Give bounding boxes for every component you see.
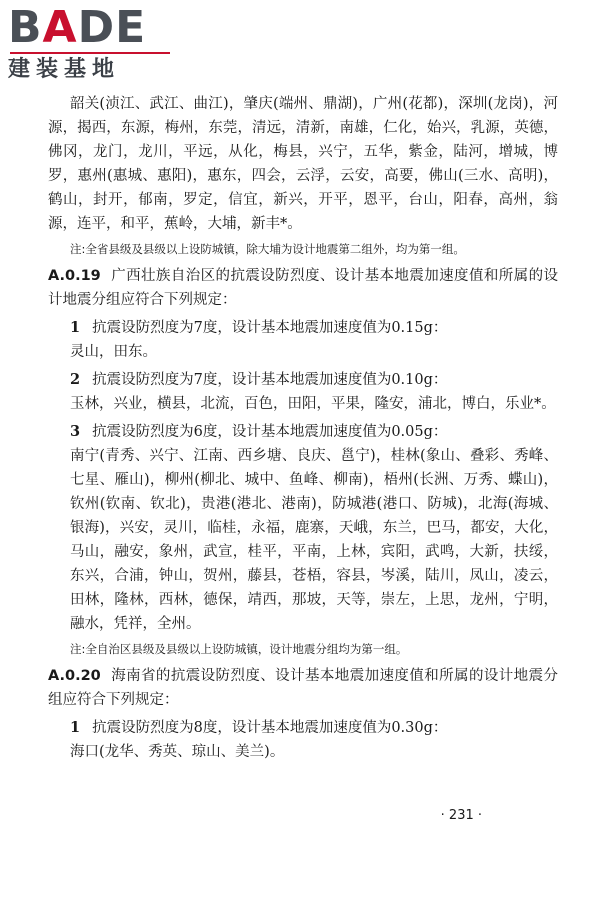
- item-1-list: 灵山，田东。: [70, 344, 157, 360]
- logo-subtitle: 建装基地: [8, 57, 121, 82]
- guangdong-note: 注:全省县级及县级以上设防城镇，除大埔为设计地震第二组外，均为第一组。: [70, 242, 465, 256]
- clause-text: 海南省的抗震设防烈度、设计基本地震加速度值和所属的设计地震分组应符合下列规定：: [48, 668, 558, 708]
- clause-a019-heading: [48, 264, 558, 312]
- item-2: 2 抗震设防烈度为7度，设计基本地震加速度值为0.10g：: [70, 371, 448, 388]
- clause-number: A.0.20: [48, 668, 101, 684]
- clause-a020-heading: [48, 664, 558, 712]
- guangdong-city-list: 韶关(浈江、武江、曲江)，肇庆(端州、鼎湖)，广州(花都)，深圳(龙岗)，河源，揭西，东源，梅州，东莞，清远，清新，南雄，仁化，始兴，乳源，英德，佛冈，龙门，龙川，平远，从化，梅县，兴宁，五华，紫金，陆河，增城，博罗，惠州(惠城、惠阳)，惠东，四会，云浮，云安，高要，佛山(三水、高明)，鹤山，封开，郁南，罗定，信宜，新兴，开平，恩平，台山，阳春，高州，翁源，连平，和平，蕉岭，大埔，新丰*。: [48, 96, 558, 232]
- item-1: 1 抗震设防烈度为8度，设计基本地震加速度值为0.30g：: [70, 719, 448, 736]
- item-1: 1 抗震设防烈度为7度，设计基本地震加速度值为0.15g：: [70, 319, 448, 336]
- document-body: [48, 92, 558, 764]
- clause-number: A.0.19: [48, 268, 101, 284]
- logo-wordmark: BADE: [8, 2, 147, 53]
- page-number: · 231 ·: [440, 808, 482, 823]
- item-3: 3 抗震设防烈度为6度，设计基本地震加速度值为0.05g：: [70, 423, 448, 440]
- item-1-list: 海口(龙华、秀英、琼山、美兰)。: [70, 744, 285, 760]
- bade-logo: [8, 4, 178, 84]
- clause-a019: [48, 264, 558, 660]
- clause-a020: [48, 664, 558, 764]
- item-2-list: 玉林，兴业，横县，北流，百色，田阳，平果，隆安，浦北，博白，乐业*。: [70, 396, 556, 412]
- clause-text: 广西壮族自治区的抗震设防烈度、设计基本地震加速度值和所属的设计地震分组应符合下列规定：: [48, 268, 558, 308]
- item-3-list: 南宁(青秀、兴宁、江南、西乡塘、良庆、邕宁)，桂林(象山、叠彩、秀峰、七星、雁山)，柳州(柳北、城中、鱼峰、柳南)，梧州(长洲、万秀、蝶山)，钦州(钦南、钦北)，贵港(港北、港南)，防城港(港口、防城)，北海(海城、银海)，兴安，灵川，临桂，永福，鹿寨，天峨，东兰，巴马，都安，大化，马山，融安，象州，武宣，桂平，平南，上林，宾阳，武鸣，大新，扶绥，东兴，合浦，钟山，贺州，藤县，苍梧，容县，岑溪，陆川，凤山，凌云，田林，隆林，西林，德保，靖西，那坡，天等，崇左，上思，龙州，宁明，融水，凭祥，全州。: [70, 448, 558, 632]
- guangxi-note: 注:全自治区县级及县级以上设防城镇，设计地震分组均为第一组。: [70, 642, 408, 656]
